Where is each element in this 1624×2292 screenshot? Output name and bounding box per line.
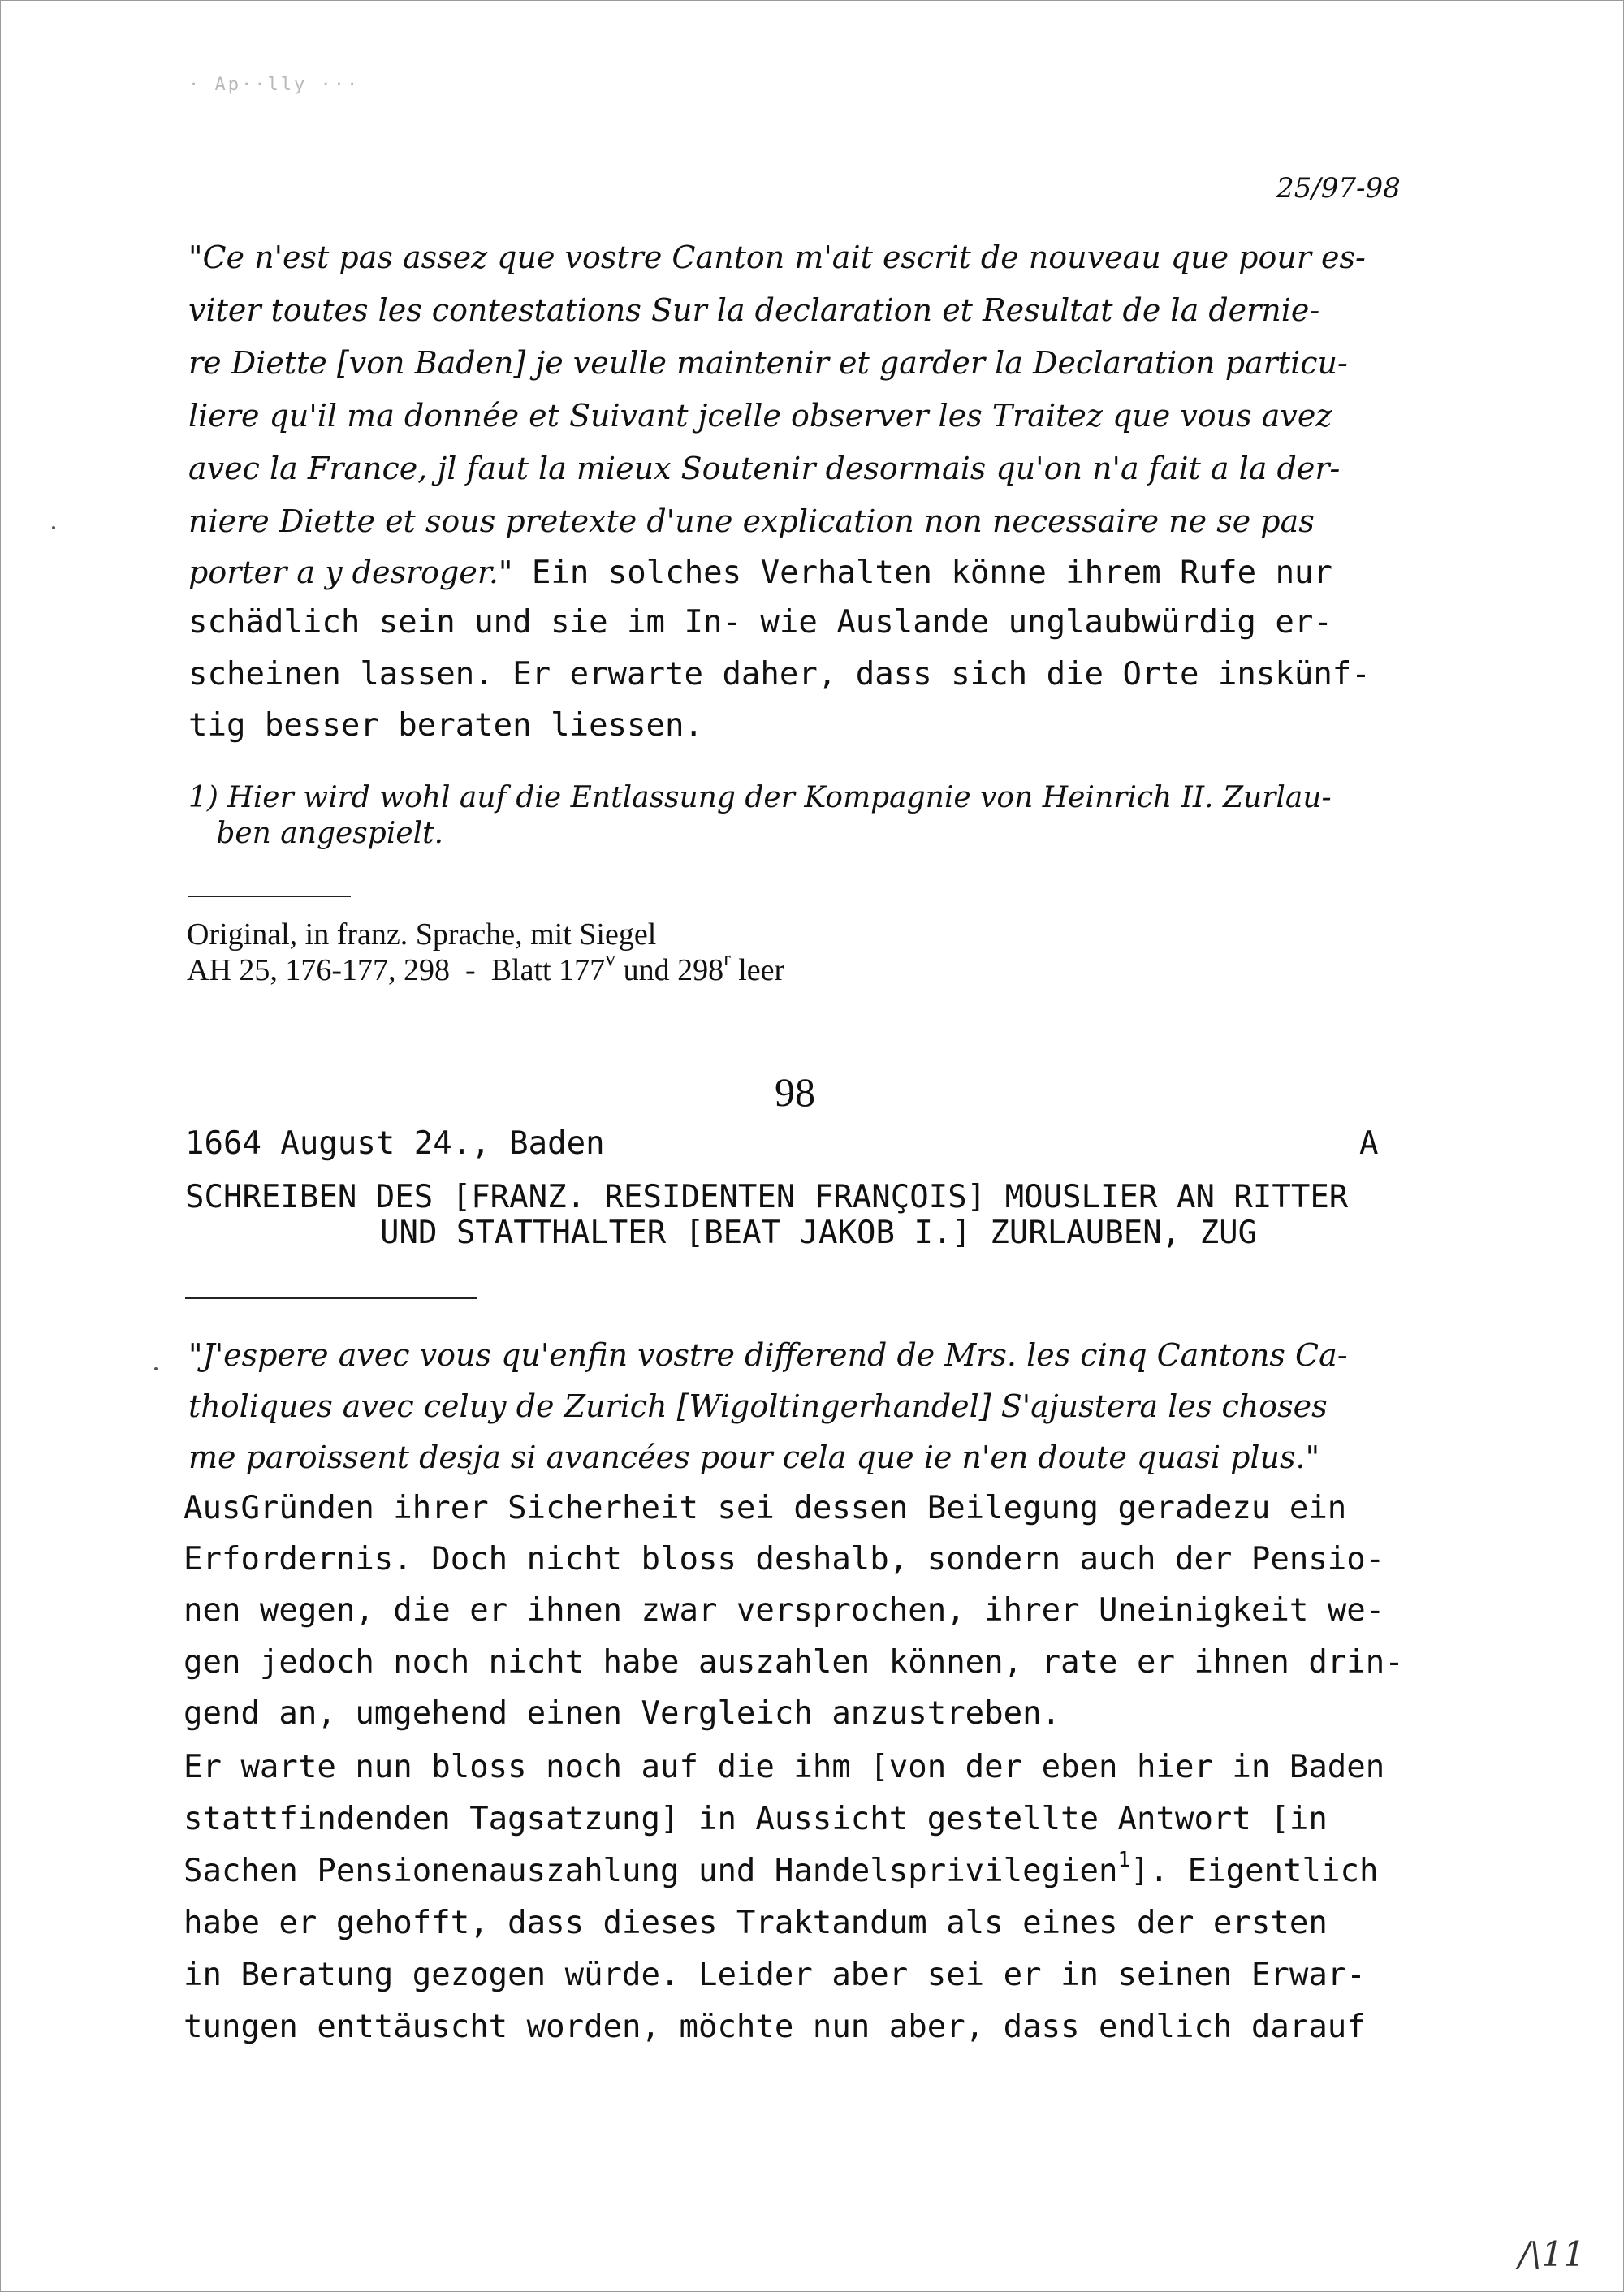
text-line: Erfordernis. Doch nicht bloss deshalb, sondern auch der Pensio- — [184, 1541, 1385, 1578]
quote-line: liere qu'il ma donnée et Suivant jcelle observer les Traitez que vous avez — [188, 398, 1332, 434]
footnote-marker: 1 — [1117, 1848, 1131, 1872]
quote-end: porter a y desroger." — [188, 555, 513, 590]
margin-dot — [52, 526, 55, 529]
source-line: Original, in franz. Sprache, mit Siegel — [187, 917, 657, 952]
date-place: 1664 August 24., Baden — [185, 1125, 605, 1162]
quote-line: "Ce n'est pas assez que vostre Canton m'ait escrit de nouveau que pour es- — [188, 240, 1366, 275]
quote-line: re Diette [von Baden] je veulle maintenir et garder la Declaration particu- — [188, 345, 1348, 381]
superscript-v: v — [605, 947, 616, 970]
text-line-with-footnote — [184, 1848, 1379, 1895]
footnote-line: 1) Hier wird wohl auf die Entlassung der Kompagnie von Heinrich II. Zurlau- — [188, 781, 1332, 814]
text-line: schädlich sein und sie im In- wie Auslande unglaubwürdig er- — [188, 604, 1332, 641]
heading-line: SCHREIBEN DES [FRANZ. RESIDENTEN FRANÇOIS] MOUSLIER AN RITTER — [185, 1179, 1349, 1215]
margin-dot — [154, 1367, 158, 1370]
text-line: AusGründen ihrer Sicherheit sei dessen Beilegung geradezu ein — [184, 1490, 1347, 1526]
footnote-line: ben angespielt. — [188, 817, 444, 850]
quote-line: viter toutes les contestations Sur la declaration et Resultat de la dernie- — [188, 292, 1320, 328]
separator-rule — [188, 896, 351, 897]
text: ]. Eigentlich — [1130, 1853, 1379, 1889]
document-number: 98 — [775, 1069, 815, 1115]
source-line — [187, 947, 785, 992]
text-line: habe er gehofft, dass dieses Traktandum als eines der ersten — [184, 1905, 1328, 1941]
quote-line: "J'espere avec vous qu'enfin vostre differend de Mrs. les cinq Cantons Ca- — [188, 1337, 1348, 1373]
text-line: Er warte nun bloss noch auf die ihm [von der eben hier in Baden — [184, 1749, 1385, 1785]
superscript-r: r — [723, 947, 731, 970]
quote-line: niere Diette et sous pretexte d'une explication non necessaire ne se pas — [188, 503, 1315, 539]
text-line: gend an, umgehend einen Vergleich anzustreben. — [184, 1695, 1061, 1732]
text-line: scheinen lassen. Er erwarte daher, dass sich die Orte inskünf- — [188, 656, 1371, 693]
text-line: tig besser beraten liessen. — [188, 707, 703, 744]
text-line: tungen enttäuscht worden, möchte nun aber, dass endlich darauf — [184, 2009, 1366, 2045]
source-text: AH 25, 176-177, 298 - Blatt 177 — [187, 953, 606, 987]
source-text: leer — [730, 953, 785, 987]
quote-line: avec la France, jl faut la mieux Soutenir desormais qu'on n'a fait a la der- — [188, 451, 1341, 486]
heading-line: UND STATTHALTER [BEAT JAKOB I.] ZURLAUBEN, ZUG — [380, 1215, 1258, 1251]
source-text: und 298 — [615, 953, 724, 987]
german-text: Ein solches Verhalten könne ihrem Rufe nur — [512, 555, 1333, 591]
text: Sachen Pensionenauszahlung und Handelsprivilegien — [184, 1853, 1118, 1889]
quote-line: me paroissent desja si avancées pour cela que ie n'en doute quasi plus." — [188, 1440, 1320, 1475]
category-letter: A — [1359, 1125, 1379, 1162]
text-line: in Beratung gezogen würde. Leider aber sei er in seinen Erwar- — [184, 1957, 1366, 1993]
reference-number: 25/97-98 — [1276, 172, 1401, 205]
doc97-mixed-line — [188, 552, 1332, 594]
text-line: nen wegen, die er ihnen zwar versprochen, ihrer Uneinigkeit we- — [184, 1592, 1385, 1629]
text-line: stattfindenden Tagsatzung] in Aussicht gestellte Antwort [in — [184, 1801, 1328, 1837]
text-line: gen jedoch noch nicht habe auszahlen können, rate er ihnen drin- — [184, 1644, 1404, 1681]
faint-stamp: · Ap··lly ··· — [188, 75, 361, 95]
quote-line: tholiques avec celuy de Zurich [Wigoltingerhandel] S'ajustera les choses — [188, 1388, 1328, 1424]
handwritten-page-mark: /\11 — [1518, 2234, 1585, 2274]
separator-rule — [185, 1297, 477, 1299]
